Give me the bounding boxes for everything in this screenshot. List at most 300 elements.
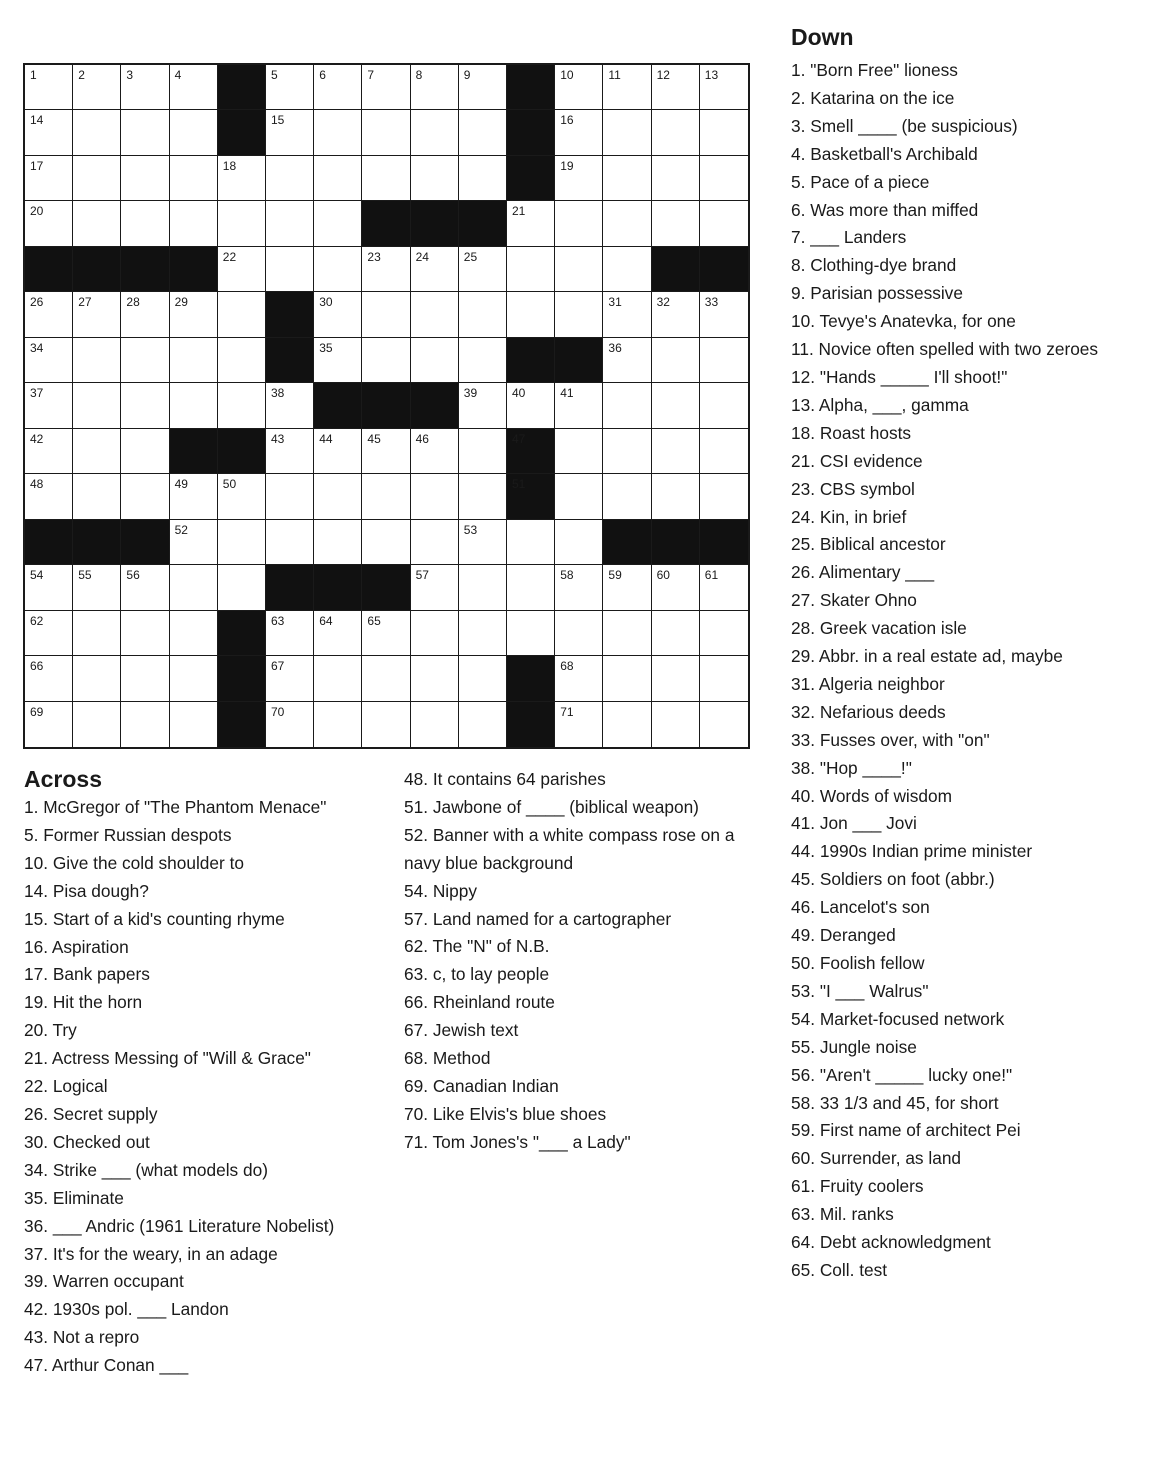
grid-cell[interactable] — [603, 656, 651, 701]
clue-item[interactable]: 39. Warren occupant — [24, 1271, 184, 1292]
clue-item[interactable]: 6. Was more than miffed — [791, 199, 979, 220]
clue-item[interactable]: 45. Soldiers on foot (abbr.) — [791, 869, 995, 890]
grid-cell[interactable] — [314, 292, 362, 337]
grid-cell[interactable] — [459, 565, 507, 610]
grid-cell[interactable] — [121, 429, 169, 474]
grid-cell[interactable] — [362, 702, 410, 747]
grid-cell[interactable] — [73, 702, 121, 747]
grid-cell[interactable] — [652, 110, 700, 155]
cell-number: 35 — [319, 340, 333, 355]
grid-cell[interactable] — [25, 201, 73, 246]
clue-item[interactable]: 17. Bank papers — [24, 964, 150, 985]
clue-item[interactable]: 16. Aspiration — [24, 936, 129, 957]
grid-cell[interactable] — [170, 702, 218, 747]
clue-item[interactable]: 21. Actress Messing of "Will & Grace" — [24, 1048, 311, 1069]
grid-cell[interactable] — [507, 611, 555, 656]
grid-cell[interactable] — [555, 611, 603, 656]
grid-cell[interactable] — [459, 429, 507, 474]
clue-item[interactable]: 52. Banner with a white compass rose on a navy blue background — [404, 824, 735, 873]
grid-cell[interactable] — [121, 702, 169, 747]
grid-cell[interactable] — [121, 292, 169, 337]
clue-item[interactable]: 30. Checked out — [24, 1131, 150, 1152]
grid-cell[interactable] — [603, 110, 651, 155]
grid-cell[interactable] — [652, 383, 700, 428]
grid-cell[interactable] — [459, 156, 507, 201]
grid-cell[interactable] — [121, 656, 169, 701]
grid-cell[interactable] — [362, 292, 410, 337]
clue-item[interactable]: 47. Arthur Conan ___ — [24, 1355, 189, 1376]
grid-cell[interactable] — [170, 520, 218, 565]
block-cell — [218, 656, 266, 701]
grid-cell[interactable] — [170, 65, 218, 110]
block-cell — [603, 520, 651, 565]
clue-item[interactable]: 46. Lancelot's son — [791, 897, 930, 918]
grid-cell[interactable] — [411, 702, 459, 747]
cell-number: 30 — [319, 295, 333, 310]
clue-item[interactable]: 5. Pace of a piece — [791, 171, 930, 192]
grid-cell[interactable] — [73, 65, 121, 110]
clue-item[interactable]: 36. ___ Andric (1961 Literature Nobelist) — [24, 1215, 335, 1236]
clue-item[interactable]: 65. Coll. test — [791, 1259, 888, 1280]
grid-cell[interactable] — [314, 611, 362, 656]
grid-cell[interactable] — [266, 110, 314, 155]
cell-number: 64 — [319, 613, 333, 628]
clue-item[interactable]: 50. Foolish fellow — [791, 953, 925, 973]
grid-cell[interactable] — [603, 383, 651, 428]
grid-cell[interactable] — [507, 201, 555, 246]
clue-item[interactable]: 51. Jawbone of ____ (biblical weapon) — [404, 796, 699, 817]
grid-cell[interactable] — [25, 383, 73, 428]
grid-cell[interactable] — [459, 292, 507, 337]
clue-item[interactable]: 35. Eliminate — [24, 1187, 124, 1208]
grid-cell[interactable] — [459, 474, 507, 519]
clue-item[interactable]: 33. Fusses over, with "on" — [791, 729, 990, 750]
clue-item[interactable]: 4. Basketball's Archibald — [791, 143, 978, 164]
clue-item[interactable]: 15. Start of a kid's counting rhyme — [24, 908, 285, 929]
grid-cell[interactable] — [121, 110, 169, 155]
grid-cell[interactable] — [362, 429, 410, 474]
grid-cell[interactable] — [314, 702, 362, 747]
grid-cell[interactable] — [314, 474, 362, 519]
grid-cell[interactable] — [73, 383, 121, 428]
grid-cell[interactable] — [314, 520, 362, 565]
grid-cell[interactable] — [700, 156, 748, 201]
cell-number: 46 — [415, 431, 429, 446]
cell-number: 29 — [174, 295, 188, 310]
grid-cell[interactable] — [362, 156, 410, 201]
grid-cell[interactable] — [555, 474, 603, 519]
clue-item[interactable]: 1. McGregor of "The Phantom Menace" — [24, 797, 327, 817]
clue-item[interactable]: 2. Katarina on the ice — [791, 87, 955, 108]
grid-cell[interactable] — [700, 292, 748, 337]
grid-cell[interactable] — [459, 656, 507, 701]
grid-cell[interactable] — [121, 201, 169, 246]
grid-cell[interactable] — [266, 656, 314, 701]
grid-cell[interactable] — [411, 65, 459, 110]
clue-item[interactable]: 31. Algeria neighbor — [791, 673, 945, 694]
clue-item[interactable]: 10. Tevye's Anatevka, for one — [791, 311, 1016, 332]
grid-cell[interactable] — [411, 656, 459, 701]
block-cell — [507, 110, 555, 155]
cell-number: 10 — [560, 68, 574, 82]
grid-cell[interactable] — [25, 292, 73, 337]
clue-item[interactable]: 28. Greek vacation isle — [791, 618, 967, 639]
grid-cell[interactable] — [700, 565, 748, 610]
clue-item[interactable]: 49. Deranged — [791, 925, 896, 946]
clue-item[interactable]: 54. Nippy — [404, 880, 478, 901]
grid-cell[interactable] — [555, 247, 603, 292]
grid-cell[interactable] — [314, 156, 362, 201]
grid-cell[interactable] — [411, 611, 459, 656]
clue-item[interactable]: 70. Like Elvis's blue shoes — [404, 1103, 607, 1124]
cell-number: 65 — [367, 613, 381, 628]
clue-item[interactable]: 19. Hit the horn — [24, 992, 143, 1013]
block-cell — [73, 247, 121, 292]
block-cell — [652, 520, 700, 565]
grid-cell[interactable] — [459, 338, 507, 383]
grid-cell[interactable] — [459, 702, 507, 747]
grid-cell[interactable] — [170, 565, 218, 610]
grid-cell[interactable] — [266, 520, 314, 565]
grid-cell[interactable] — [507, 565, 555, 610]
cell-number: 9 — [463, 68, 471, 82]
grid-cell[interactable] — [25, 429, 73, 474]
grid-cell[interactable] — [121, 65, 169, 110]
grid-cell[interactable] — [362, 520, 410, 565]
grid-cell[interactable] — [314, 110, 362, 155]
grid-cell[interactable] — [73, 110, 121, 155]
grid-cell[interactable] — [652, 702, 700, 747]
clue-item[interactable]: 58. 33 1/3 and 45, for short — [791, 1092, 999, 1113]
grid-cell[interactable] — [700, 611, 748, 656]
grid-cell[interactable] — [700, 702, 748, 747]
grid-cell[interactable] — [555, 292, 603, 337]
grid-cell[interactable] — [411, 520, 459, 565]
cell-number: 17 — [30, 158, 44, 173]
grid-cell[interactable] — [603, 565, 651, 610]
grid-cell[interactable] — [652, 656, 700, 701]
grid-cell[interactable] — [170, 110, 218, 155]
grid-cell[interactable] — [507, 247, 555, 292]
cell-number: 55 — [78, 568, 92, 583]
clue-item[interactable]: 37. It's for the weary, in an adage — [24, 1243, 278, 1264]
cell-number: 54 — [30, 568, 44, 583]
clue-item[interactable]: 29. Abbr. in a real estate ad, maybe — [791, 646, 1063, 667]
grid-cell[interactable] — [411, 247, 459, 292]
grid-cell[interactable] — [555, 156, 603, 201]
grid-cell[interactable] — [73, 156, 121, 201]
cell-number: 68 — [560, 659, 574, 674]
cell-number: 57 — [415, 568, 429, 583]
clue-item[interactable]: 14. Pisa dough? — [24, 880, 149, 901]
grid-cell[interactable] — [459, 520, 507, 565]
grid-cell[interactable] — [555, 656, 603, 701]
clue-item[interactable]: 22. Logical — [24, 1076, 108, 1097]
grid-cell[interactable] — [652, 201, 700, 246]
clue-item[interactable]: 61. Fruity coolers — [791, 1176, 924, 1197]
grid-cell[interactable] — [555, 702, 603, 747]
clue-item[interactable]: 13. Alpha, ___, gamma — [791, 394, 969, 415]
grid-cell[interactable] — [314, 201, 362, 246]
grid-cell[interactable] — [25, 565, 73, 610]
grid-cell[interactable] — [218, 247, 266, 292]
grid-cell[interactable] — [555, 565, 603, 610]
grid-cell[interactable] — [459, 110, 507, 155]
grid-cell[interactable] — [411, 338, 459, 383]
clue-item[interactable]: 11. Novice often spelled with two zeroes — [791, 339, 1099, 360]
grid-cell[interactable] — [218, 201, 266, 246]
grid-cell[interactable] — [266, 383, 314, 428]
grid-cell[interactable] — [459, 247, 507, 292]
grid-cell[interactable] — [411, 292, 459, 337]
grid-cell[interactable] — [652, 474, 700, 519]
grid-cell[interactable] — [121, 565, 169, 610]
grid-cell[interactable] — [603, 702, 651, 747]
grid-cell[interactable] — [218, 565, 266, 610]
grid-cell[interactable] — [507, 520, 555, 565]
grid-cell[interactable] — [266, 429, 314, 474]
grid-cell[interactable] — [459, 65, 507, 110]
grid-cell[interactable] — [700, 201, 748, 246]
grid-cell[interactable] — [170, 338, 218, 383]
grid-cell[interactable] — [555, 383, 603, 428]
grid-cell[interactable] — [218, 156, 266, 201]
grid-cell[interactable] — [73, 292, 121, 337]
block-cell — [314, 383, 362, 428]
clue-item[interactable]: 1. "Born Free" lioness — [791, 60, 958, 80]
clue-item[interactable]: 63. Mil. ranks — [791, 1204, 894, 1225]
clue-item[interactable]: 23. CBS symbol — [791, 478, 915, 499]
grid-cell[interactable] — [652, 565, 700, 610]
grid-cell[interactable] — [603, 611, 651, 656]
grid-cell[interactable] — [362, 110, 410, 155]
grid-cell[interactable] — [266, 156, 314, 201]
grid-cell[interactable] — [266, 474, 314, 519]
cell-number: 43 — [271, 431, 285, 446]
grid-cell[interactable] — [218, 338, 266, 383]
grid-cell[interactable] — [555, 429, 603, 474]
grid-cell[interactable] — [314, 338, 362, 383]
clue-item[interactable]: 5. Former Russian despots — [24, 824, 232, 845]
grid-cell[interactable] — [555, 110, 603, 155]
grid-cell[interactable] — [73, 474, 121, 519]
grid-cell[interactable] — [266, 65, 314, 110]
grid-cell[interactable] — [170, 656, 218, 701]
clue-item[interactable]: 26. Secret supply — [24, 1103, 158, 1124]
grid-cell[interactable] — [25, 65, 73, 110]
grid-cell[interactable] — [73, 611, 121, 656]
clue-item[interactable]: 43. Not a repro — [24, 1327, 140, 1348]
grid-cell[interactable] — [314, 65, 362, 110]
grid-cell[interactable] — [652, 611, 700, 656]
clue-item[interactable]: 54. Market-focused network — [791, 1008, 1005, 1029]
grid-cell[interactable] — [25, 656, 73, 701]
clue-item[interactable]: 62. The "N" of N.B. — [404, 936, 550, 957]
grid-cell[interactable] — [73, 201, 121, 246]
clue-item[interactable]: 8. Clothing-dye brand — [791, 255, 957, 276]
grid-cell[interactable] — [170, 474, 218, 519]
grid-cell[interactable] — [603, 65, 651, 110]
grid-cell[interactable] — [700, 656, 748, 701]
grid-cell[interactable] — [121, 611, 169, 656]
clue-item[interactable]: 66. Rheinland route — [404, 992, 555, 1013]
grid-cell[interactable] — [362, 656, 410, 701]
grid-cell[interactable] — [218, 520, 266, 565]
clue-item[interactable]: 34. Strike ___ (what models do) — [24, 1159, 268, 1180]
crossword-grid — [23, 63, 750, 749]
clue-item[interactable]: 21. CSI evidence — [791, 450, 923, 471]
clue-item[interactable]: 64. Debt acknowledgment — [791, 1232, 991, 1253]
grid-cell[interactable] — [266, 702, 314, 747]
clue-item[interactable]: 32. Nefarious deeds — [791, 701, 946, 722]
grid-cell[interactable] — [700, 110, 748, 155]
grid-cell[interactable] — [603, 247, 651, 292]
clue-item[interactable]: 3. Smell ____ (be suspicious) — [791, 115, 1018, 136]
clue-item[interactable]: 7. ___ Landers — [791, 227, 907, 248]
clue-item[interactable]: 18. Roast hosts — [791, 422, 912, 443]
block-cell — [362, 383, 410, 428]
block-cell — [218, 611, 266, 656]
grid-cell[interactable] — [700, 429, 748, 474]
block-cell — [507, 474, 555, 519]
grid-cell[interactable] — [700, 474, 748, 519]
block-cell — [507, 429, 555, 474]
grid-cell[interactable] — [507, 383, 555, 428]
cell-number: 48 — [30, 477, 44, 492]
clue-item[interactable]: 20. Try — [24, 1020, 77, 1041]
grid-cell[interactable] — [73, 565, 121, 610]
grid-cell[interactable] — [314, 247, 362, 292]
grid-cell[interactable] — [700, 65, 748, 110]
grid-cell[interactable] — [411, 474, 459, 519]
cell-number: 49 — [174, 477, 188, 492]
grid-cell[interactable] — [603, 429, 651, 474]
grid-cell[interactable] — [362, 474, 410, 519]
grid-cell[interactable] — [507, 292, 555, 337]
clue-item[interactable]: 56. "Aren't _____ lucky one!" — [791, 1064, 1013, 1085]
cell-number: 11 — [608, 68, 621, 82]
grid-cell[interactable] — [411, 110, 459, 155]
clue-item[interactable]: 67. Jewish text — [404, 1020, 519, 1041]
grid-cell[interactable] — [266, 201, 314, 246]
grid-cell[interactable] — [25, 474, 73, 519]
grid-cell[interactable] — [459, 611, 507, 656]
grid-cell[interactable] — [170, 156, 218, 201]
cell-number: 22 — [222, 249, 237, 264]
clue-item[interactable]: 9. Parisian possessive — [791, 283, 963, 304]
cell-number: 42 — [30, 431, 44, 446]
clue-item[interactable]: 26. Alimentary ___ — [791, 562, 935, 583]
grid-cell[interactable] — [700, 338, 748, 383]
grid-cell[interactable] — [218, 292, 266, 337]
clue-item[interactable]: 44. 1990s Indian prime minister — [791, 841, 1033, 862]
grid-cell[interactable] — [170, 611, 218, 656]
clue-item[interactable]: 57. Land named for a cartographer — [404, 908, 672, 929]
cell-number: 24 — [415, 249, 429, 264]
grid-cell[interactable] — [652, 429, 700, 474]
grid-cell[interactable] — [314, 656, 362, 701]
grid-cell[interactable] — [73, 429, 121, 474]
clue-item[interactable]: 24. Kin, in brief — [791, 506, 907, 527]
grid-cell[interactable] — [266, 611, 314, 656]
grid-cell[interactable] — [25, 611, 73, 656]
clue-item[interactable]: 53. "I ___ Walrus" — [791, 980, 929, 1001]
grid-cell[interactable] — [603, 474, 651, 519]
grid-cell[interactable] — [218, 474, 266, 519]
grid-cell[interactable] — [603, 338, 651, 383]
clue-item[interactable]: 69. Canadian Indian — [404, 1075, 559, 1096]
clue-item[interactable]: 10. Give the cold shoulder to — [24, 852, 244, 873]
clue-item[interactable]: 48. It contains 64 parishes — [404, 769, 606, 789]
grid-cell[interactable] — [25, 156, 73, 201]
grid-cell[interactable] — [411, 429, 459, 474]
grid-cell[interactable] — [266, 247, 314, 292]
grid-cell[interactable] — [170, 292, 218, 337]
grid-cell[interactable] — [555, 65, 603, 110]
grid-cell[interactable] — [652, 156, 700, 201]
across-clues-column-1 — [24, 794, 334, 1380]
grid-cell[interactable] — [652, 65, 700, 110]
clue-item[interactable]: 63. c, to lay people — [404, 964, 550, 985]
grid-cell[interactable] — [314, 429, 362, 474]
grid-cell[interactable] — [459, 383, 507, 428]
grid-cell[interactable] — [362, 611, 410, 656]
clue-item[interactable]: 25. Biblical ancestor — [791, 534, 946, 555]
grid-cell[interactable] — [652, 292, 700, 337]
clue-item[interactable]: 42. 1930s pol. ___ Landon — [24, 1299, 229, 1320]
clue-item[interactable]: 60. Surrender, as land — [791, 1148, 962, 1169]
grid-cell[interactable] — [603, 156, 651, 201]
block-cell — [121, 247, 169, 292]
grid-cell[interactable] — [25, 338, 73, 383]
clue-item[interactable]: 71. Tom Jones's "___ a Lady" — [404, 1131, 631, 1152]
grid-cell[interactable] — [170, 383, 218, 428]
grid-cell[interactable] — [121, 383, 169, 428]
clue-item[interactable]: 27. Skater Ohno — [791, 590, 917, 611]
grid-cell[interactable] — [652, 338, 700, 383]
cell-number: 51 — [512, 477, 526, 492]
grid-cell[interactable] — [170, 201, 218, 246]
grid-cell[interactable] — [362, 338, 410, 383]
grid-cell[interactable] — [121, 156, 169, 201]
grid-cell[interactable] — [73, 338, 121, 383]
clue-item[interactable]: 40. Words of wisdom — [791, 785, 953, 806]
clue-item[interactable]: 59. First name of architect Pei — [791, 1120, 1021, 1141]
grid-cell[interactable] — [218, 383, 266, 428]
grid-cell[interactable] — [362, 65, 410, 110]
grid-cell[interactable] — [25, 110, 73, 155]
cell-number: 37 — [30, 386, 44, 401]
grid-cell[interactable] — [411, 565, 459, 610]
grid-cell[interactable] — [25, 702, 73, 747]
grid-cell[interactable] — [555, 201, 603, 246]
clue-item[interactable]: 68. Method — [404, 1048, 491, 1069]
clue-item[interactable]: 12. "Hands _____ I'll shoot!" — [791, 366, 1008, 387]
clue-item[interactable]: 55. Jungle noise — [791, 1036, 917, 1057]
grid-cell[interactable] — [121, 338, 169, 383]
grid-cell[interactable] — [73, 656, 121, 701]
grid-cell[interactable] — [603, 292, 651, 337]
grid-cell[interactable] — [555, 520, 603, 565]
grid-cell[interactable] — [121, 474, 169, 519]
grid-cell[interactable] — [411, 156, 459, 201]
grid-cell[interactable] — [362, 247, 410, 292]
clue-item[interactable]: 38. "Hop ____!" — [791, 757, 912, 778]
clue-item[interactable]: 41. Jon ___ Jovi — [791, 813, 917, 834]
grid-cell[interactable] — [603, 201, 651, 246]
cell-number: 6 — [319, 68, 326, 82]
grid-cell[interactable] — [700, 383, 748, 428]
